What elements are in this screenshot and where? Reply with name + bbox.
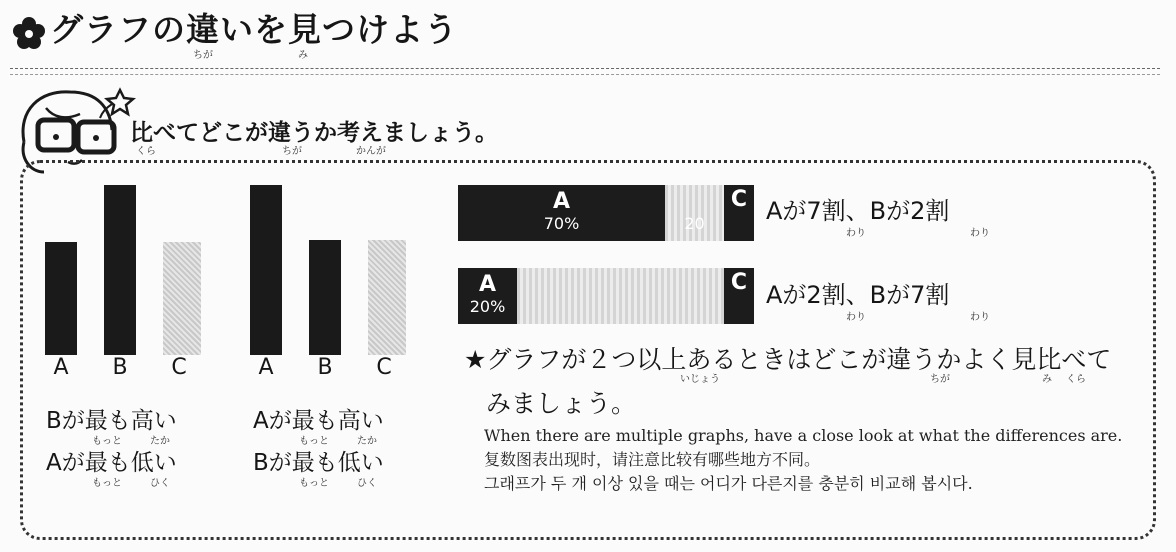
stacked2-value-a: 20%	[469, 297, 506, 316]
stacked1-label-a: A	[552, 189, 571, 214]
stacked1-furi-2: わり	[970, 228, 990, 239]
stacked2-furi-1: わり	[846, 312, 866, 323]
chart2-furi-hiku: ひく	[357, 478, 377, 489]
instruction-row	[130, 114, 498, 157]
tip-furi-ijou: いじょう	[680, 374, 720, 385]
furigana-chiga-2: ちが	[282, 146, 302, 157]
chart2-label-b: B	[317, 355, 333, 380]
flower-icon	[12, 16, 46, 50]
tip-furi-mi: み	[1042, 374, 1052, 385]
chart2-furi-taka: たか	[357, 436, 377, 447]
chart1-bar-b	[104, 185, 136, 355]
star-icon: ★	[464, 345, 487, 374]
translation-english: When there are multiple graphs, have a close look at what the differences are.	[484, 426, 1123, 445]
instruction-text: 比べてどこが違うか考えましょう。	[130, 120, 498, 146]
chart2-furi-motto-2: もっと	[299, 478, 329, 489]
stacked2-segment-b	[517, 268, 724, 324]
translations	[484, 424, 1144, 496]
stacked-bar-1	[458, 185, 754, 241]
chart1-bar-a	[45, 242, 77, 355]
stacked2-label-a: A	[478, 272, 497, 297]
stacked2-segment-a	[458, 268, 517, 324]
chart1-furi-taka: たか	[150, 436, 170, 447]
title-divider	[10, 68, 1160, 69]
chart1-furi-motto-2: もっと	[92, 478, 122, 489]
tip-line-1: グラフが２つ以上あるときはどこが違うかよく見比べて	[486, 345, 1112, 374]
stacked2-segment-c	[724, 268, 754, 324]
chart1-label-a: A	[53, 355, 69, 380]
furigana-chiga: ちが	[193, 50, 213, 61]
bar-chart-1-axis-labels	[40, 355, 200, 381]
page-title: グラフの違いを見つけよう	[50, 10, 458, 49]
stacked1-segment-b	[665, 185, 724, 241]
translation-chinese: 复数图表出现时，请注意比较有哪些地方不同。	[484, 450, 821, 469]
chart1-bar-c	[163, 242, 201, 355]
furigana-kanga: かんが	[356, 146, 386, 157]
stacked2-label-c: C	[730, 270, 748, 295]
chart2-label-a: A	[258, 355, 274, 380]
stacked2-furi-2: わり	[970, 312, 990, 323]
furigana-kura: くら	[136, 146, 156, 157]
chart1-caption-2: Aが最も低い	[46, 450, 177, 476]
tip-line-2: みましょう。	[486, 389, 637, 418]
chart2-label-c: C	[376, 355, 392, 380]
chart1-furi-motto-1: もっと	[92, 436, 122, 447]
chart1-label-b: B	[112, 355, 128, 380]
stacked1-segment-c	[724, 185, 754, 241]
furigana-mi: み	[298, 50, 308, 61]
stacked1-value-a: 70%	[543, 214, 580, 233]
chart2-bar-c	[368, 240, 406, 355]
tip-furi-kura: くら	[1066, 374, 1086, 385]
chart1-furi-hiku: ひく	[150, 478, 170, 489]
tip-furi-chiga: ちが	[930, 374, 950, 385]
chart2-caption-1: Aが最も高い	[253, 408, 384, 434]
chart2-bar-b	[309, 240, 341, 355]
stacked1-furi-1: わり	[846, 228, 866, 239]
title-divider-2	[10, 74, 1160, 75]
bar-chart-2-axis-labels	[245, 355, 405, 381]
chart1-caption-1: Bが最も高い	[46, 408, 177, 434]
translation-korean: 그래프가 두 개 이상 있을 때는 어디가 다른지를 충분히 비교해 봅시다.	[484, 474, 973, 493]
stacked-bar-2	[458, 268, 754, 324]
chart2-caption-2: Bが最も低い	[253, 450, 384, 476]
page-title-row	[12, 6, 458, 61]
chart2-bar-a	[250, 185, 282, 355]
stacked1-segment-a	[458, 185, 665, 241]
chart2-furi-motto-1: もっと	[299, 436, 329, 447]
stacked1-caption: Aが7割、Bが2割	[766, 197, 950, 225]
stacked2-caption: Aが2割、Bが7割	[766, 281, 950, 309]
chart1-label-c: C	[171, 355, 187, 380]
stacked1-label-c: C	[730, 187, 748, 212]
bar-chart-1	[40, 180, 200, 355]
bar-chart-2	[245, 180, 405, 355]
stacked1-value-b: 20	[684, 214, 705, 233]
